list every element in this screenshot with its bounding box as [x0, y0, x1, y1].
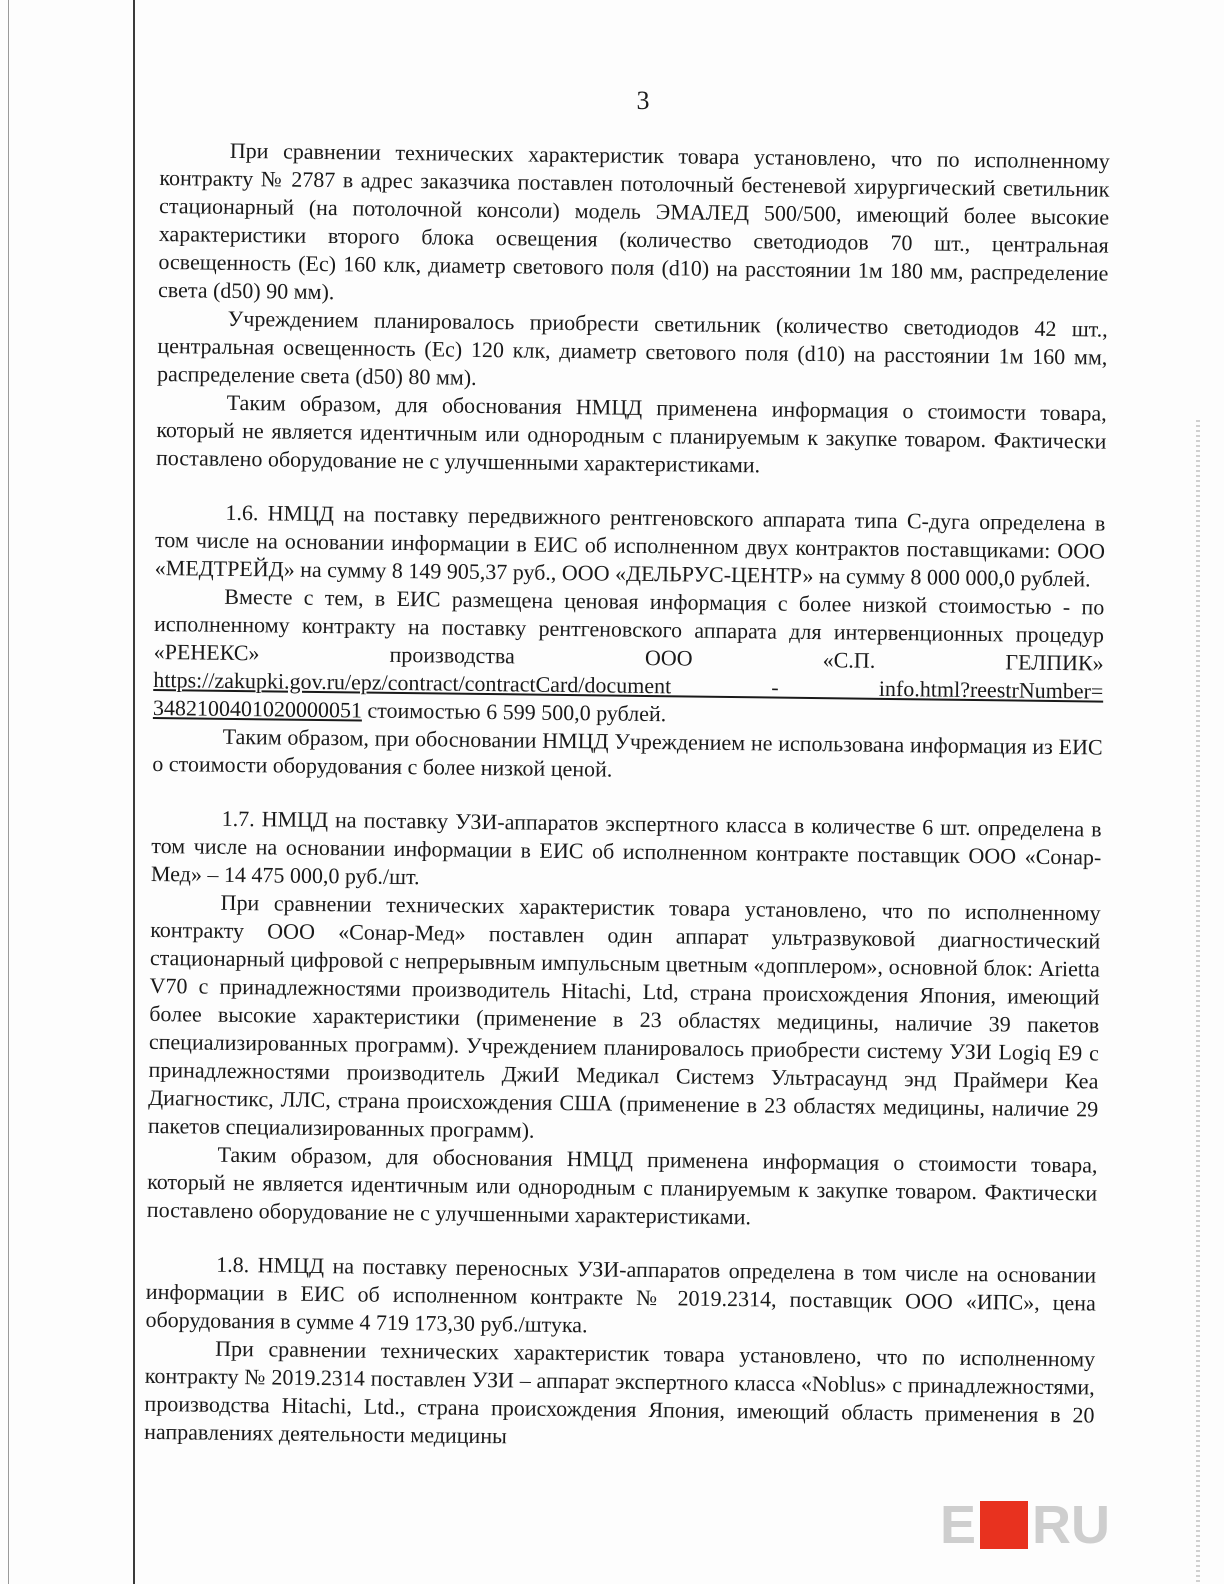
watermark-red-square-icon [980, 1501, 1028, 1549]
watermark-letter: E [940, 1495, 977, 1555]
paragraph-cheaper-xray [153, 582, 1105, 734]
document-body [144, 136, 1110, 1458]
link-suffix-text: стоимостью 6 599 500,0 рублей. [361, 697, 667, 727]
scan-edge-line [8, 0, 9, 1584]
paragraph-comparison-lamp: При сравнении технических характеристик товара установлено, что по исполненному контракту № 2787 в адрес заказчика поставлен потолочный бестеневой хирургический светильник стационарный (на потолочной консоли) модель ЭМАЛЕД 500/500, имеющий более высокие характеристики второго блока освещения (количество светодиодов 70 шт., центральная освещенность (Ec) 160 клк, диаметр светового поля (d10) на расстоянии 1м 180 мм, распределение света (d50) 90 мм). [157, 137, 1110, 305]
cheaper-xray-text: Вместе с тем, в ЕИС размещена ценовая информация с более низкой стоимостью - по исполненному контракту на поставку рентгеновского аппарата для интервенционных процедур «РЕНЕКС» производства ООО «С.П. ГЕЛПИК» [153, 583, 1105, 676]
paragraph-conclusion-lamp: Таким образом, для обоснования НМЦД применена информация о стоимости товара, который не является идентичным или однородным с планируемым к закупке товаром. Фактически поставлено оборудование не с улучшенными характеристиками. [155, 389, 1107, 478]
zakupki-contract-link[interactable]: https://zakupki.gov.ru/epz/contract/contractCard/document - info.html?reestrNumber= 3482100401020000051 [152, 666, 1104, 723]
binding-margin-line [133, 0, 135, 1584]
paragraph-section-1-6: 1.6. НМЦД на поставку передвижного рентгеновского аппарата типа С-дуга определена в том числе на основании информации в ЕИС об исполненном двух контрактов поставщиками: ООО «МЕДТРЕЙД» на сумму 8 149 905,37 руб., ООО «ДЕЛЬРУС-ЦЕНТР» на сумму 8 000 000,0 рублей. [154, 499, 1106, 592]
watermark-suffix: RU [1032, 1495, 1111, 1555]
paragraph-planned-lamp: Учреждением планировалось приобрести светильник (количество светодиодов 42 шт., центральная освещенность (Ec) 120 клк, диаметр светового поля (d10) на расстоянии 1м 160 мм, распределение света (d50) 80 мм). [156, 305, 1108, 390]
e1-watermark-logo [940, 1492, 1190, 1558]
paragraph-section-1-8: 1.8. НМЦД на поставку переносных УЗИ-аппаратов определена в том числе на основании информации в ЕИС об исполненном контракте № 2019.2314, поставщик ООО «ИПС», цена оборудования в сумме 4 719 173,30 руб./штука. [145, 1251, 1097, 1338]
scan-noise-edge [1196, 420, 1200, 1584]
paragraph-conclusion-xray: Таким образом, при обосновании НМЦД Учреждением не использована информация из ЕИС о стоимости оборудования с более низкой ценой. [152, 723, 1103, 782]
paragraph-section-1-7: 1.7. НМЦД на поставку УЗИ-аппаратов экспертного класса в количестве 6 шт. определена в том числе на основании информации в ЕИС об исполненном контракте поставщик ООО «Сонар-Мед» – 14 475 000,0 руб./шт. [150, 805, 1102, 890]
paragraph-conclusion-ultrasound: Таким образом, для обоснования НМЦД применена информация о стоимости товара, который не является идентичным или однородным с планируемым к закупке товаром. Фактически поставлено оборудование не с улучшенными характеристиками. [146, 1141, 1098, 1230]
paragraph-comparison-portable-ultrasound: При сравнении технических характеристик товара установлено, что по исполненному контракту № 2019.2314 поставлен УЗИ – аппарат экспертного класса «Noblus» с принадлежностями, производства Hitachi, Ltd., страна происхождения Япония, имеющий область применения в 20 направлениях деятельности медицины [144, 1335, 1096, 1449]
paragraph-comparison-ultrasound: При сравнении технических характеристик товара установлено, что по исполненному контракту ООО «Сонар-Мед» поставлен один аппарат ультразвуковой диагностический стационарный цифровой с непрерывным импульсным цветным «допплером», основной блок: Arietta V70 с принадлежностями производитель Hitachi, Ltd, страна происхождения Япония, имеющий более высокие характеристики (применение в 23 областях медицины, наличие 39 пакетов специализированных программ). Учреждением планировалось приобрести систему УЗИ Logiq E9 с принадлежностями производитель ДжиИ Медикал Системз Ультрасаунд энд Праймери Кеа Диагностикс, ЛЛС, страна происхождения США (применение в 23 областях медицины, наличие 29 пакетов специализированных программ). [147, 889, 1101, 1143]
page-number: 3 [636, 86, 650, 115]
